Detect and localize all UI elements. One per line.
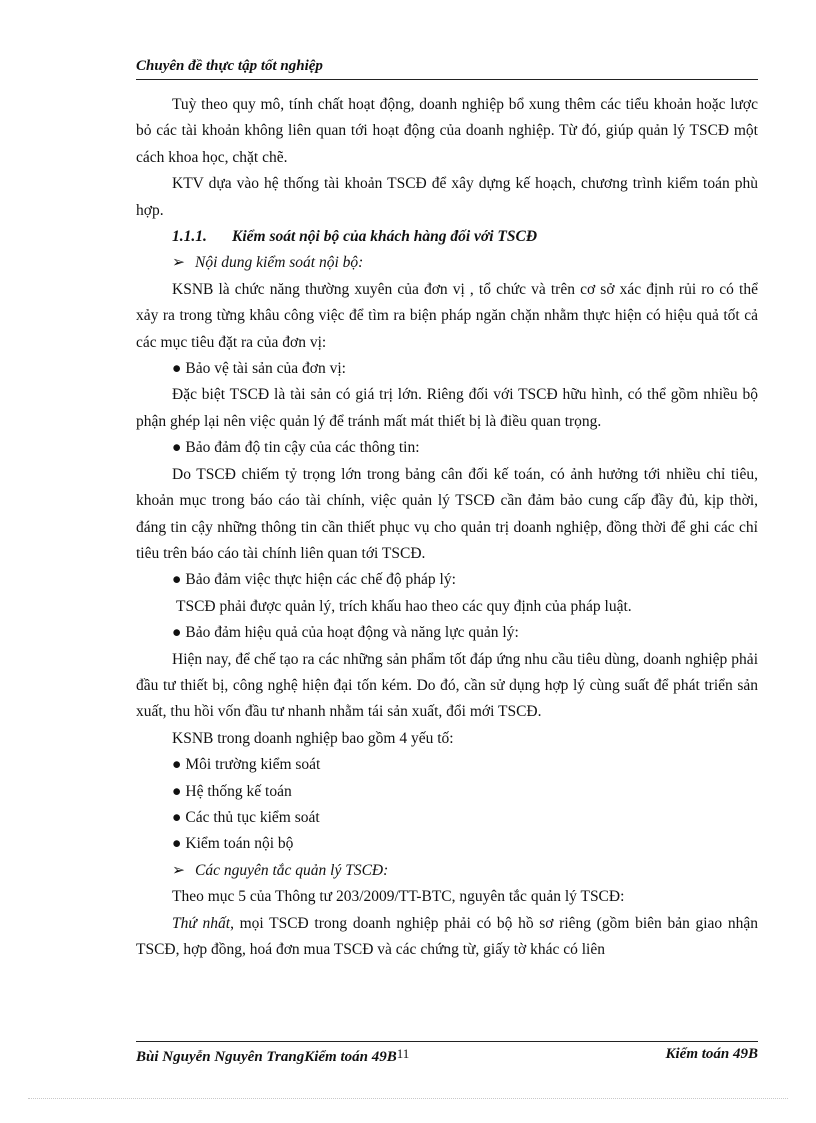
paragraph: Theo mục 5 của Thông tư 203/2009/TT-BTC, nguyên tắc quản lý TSCĐ: [172,888,625,906]
bullet-text: Bảo vệ tài sản của đơn vị: [185,360,346,378]
bullet-item [136,435,758,461]
bullet-item [136,620,758,646]
list-item [136,831,758,857]
list-item-text: Kiểm toán nội bộ [185,835,294,853]
paragraph: Đặc biệt TSCĐ là tài sản có giá trị lớn. Riêng đối với TSCĐ hữu hình, có thể gồm nhiều bộ phận ghép lại nên việc quản lý để tránh mất mát thiết bị là điều quan trọng. [136,386,758,430]
list-item [136,779,758,805]
bullet-icon: ● [172,808,182,826]
paragraph [136,911,758,964]
bullet-item [136,356,758,382]
subheading [136,250,758,276]
paragraph: Tuỳ theo quy mô, tính chất hoạt động, doanh nghiệp bổ xung thêm các tiểu khoản hoặc lược bỏ các tài khoản không liên quan tới hoạt động của doanh nghiệp. Từ đó, giúp quản lý TSCĐ một cách khoa học, chặt chẽ. [136,96,758,166]
list-item-text: Các thủ tục kiểm soát [185,808,320,826]
list-item [136,752,758,778]
list-item [136,805,758,831]
paragraph: Do TSCĐ chiếm tỷ trọng lớn trong bảng cân đối kế toán, có ảnh hưởng tới nhiều chỉ tiêu, khoản mục trong báo cáo tài chính, việc quản lý TSCĐ cần đảm bảo cung cấp đầy đủ, kịp thời, đáng tin cậy những thông tin cần thiết phục vụ cho quản trị doanh nghiệp, đồng thời để ghi các chỉ tiêu trên báo cáo tài chính liên quan tới TSCĐ. [136,465,758,562]
footer-rule [136,1041,758,1042]
bullet-item [136,567,758,593]
header-rule [136,79,758,80]
paragraph-text: , mọi TSCĐ trong doanh nghiệp phải có bộ hồ sơ riêng (gồm biên bản giao nhận TSCĐ, hợp đồng, hoá đơn mua TSCĐ và các chứng từ, giấy tờ khác có liên [136,914,758,958]
footer-class: Kiểm toán 49B [665,1046,758,1062]
list-item-text: Hệ thống kế toán [185,782,292,800]
paragraph: KTV dựa vào hệ thống tài khoản TSCĐ để xây dựng kế hoạch, chương trình kiểm toán phù hợp. [136,175,758,219]
bullet-text: Bảo đảm hiệu quả của hoạt động và năng lực quản lý: [185,624,519,642]
bullet-icon: ● [172,782,182,800]
subheading [136,858,758,884]
footer-author: Bùi Nguyễn Nguyên TrangKiểm toán 49B [136,1049,397,1065]
arrow-bullet-icon: ➢ [172,861,185,879]
bullet-icon: ● [172,624,182,642]
paragraph: Hiện nay, để chế tạo ra các những sản phẩm tốt đáp ứng nhu cầu tiêu dùng, doanh nghiệp phải đầu tư thiết bị, công nghệ hiện đại tốn kém. Do đó, cần sử dụng hợp lý cùng suất để phát triển sản xuất, thu hồi vốn đầu tư nhanh nhằm tái sản xuất, đổi mới TSCĐ. [136,650,758,721]
section-number: 1.1.1. [172,228,207,246]
page-number: 11 [396,1046,410,1061]
bullet-text: Bảo đảm độ tin cậy của các thông tin: [185,439,420,457]
emphasis-text: Thứ nhất [172,914,231,932]
paragraph: KSNB trong doanh nghiệp bao gồm 4 yếu tố: [172,729,454,747]
section-title: Kiểm soát nội bộ của khách hàng đối với TSCĐ [232,228,538,246]
bullet-icon: ● [172,756,182,774]
bullet-icon: ● [172,360,182,378]
page-footer [136,1046,758,1066]
arrow-bullet-icon: ➢ [172,254,185,272]
page-body [136,92,758,963]
bullet-icon: ● [172,571,182,589]
bullet-icon: ● [172,835,182,853]
list-item-text: Môi trường kiểm soát [185,756,321,774]
subheading-text: Nội dung kiểm soát nội bộ: [195,254,364,272]
paragraph: KSNB là chức năng thường xuyên của đơn vị , tổ chức và trên cơ sở xác định rủi ro có thể xảy ra trong từng khâu công việc để tìm ra biện pháp ngăn chặn nhằm thực hiện có hiệu quả tốt cả các mục tiêu đặt ra của đơn vị: [136,280,758,351]
subheading-text: Các nguyên tắc quản lý TSCĐ: [195,861,389,879]
page-header: Chuyên đề thực tập tốt nghiệp [136,58,323,74]
section-heading [136,224,758,250]
paragraph: TSCĐ phải được quản lý, trích khấu hao theo các quy định của pháp luật. [176,597,632,615]
bullet-icon: ● [172,439,182,457]
page-boundary [28,1098,788,1099]
bullet-text: Bảo đảm việc thực hiện các chế độ pháp lý: [185,571,456,589]
